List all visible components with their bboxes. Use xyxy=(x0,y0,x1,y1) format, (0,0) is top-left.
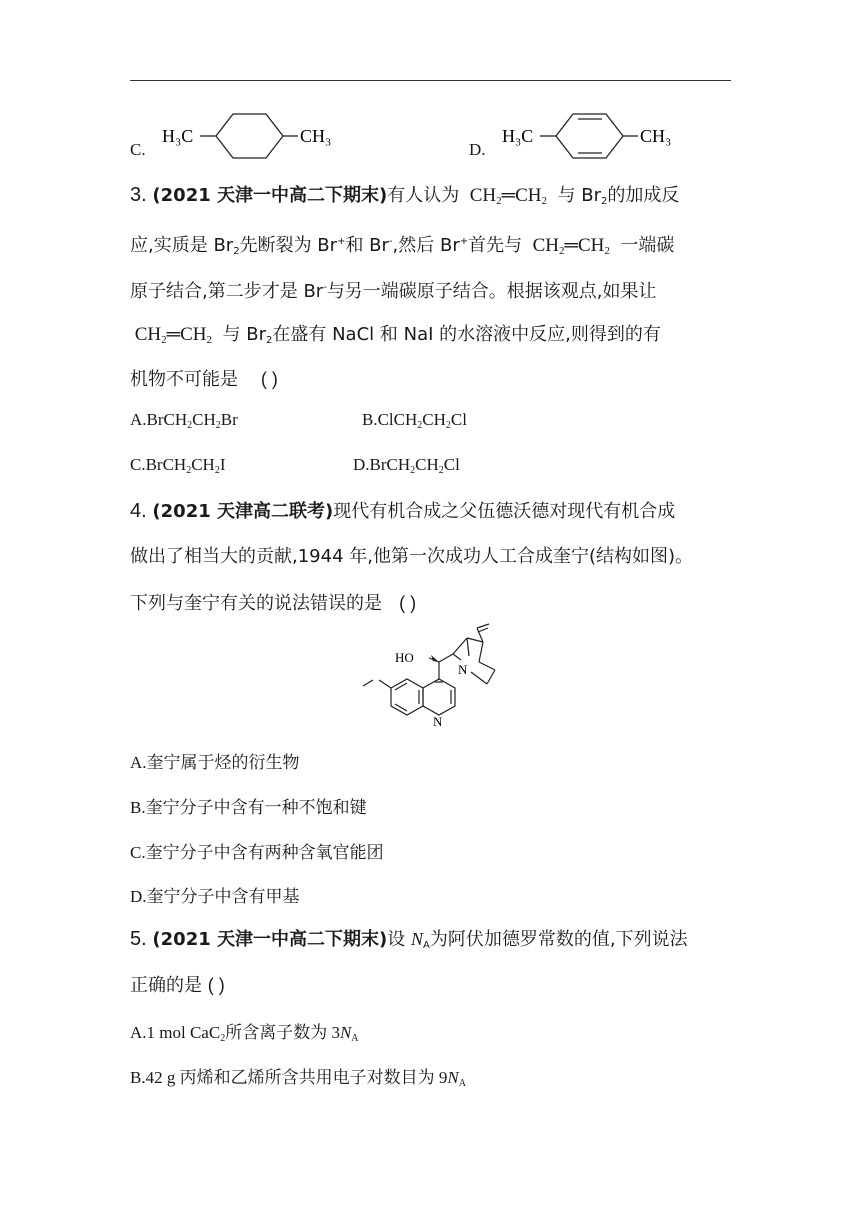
option-c-right-group: CH₃ xyxy=(300,126,332,146)
q3-line-3: 原子结合,第二步才是 Br-与另一端碳原子结合。根据该观点,如果让 xyxy=(130,281,657,302)
q3-number: 3. xyxy=(130,184,147,206)
q3-option-d: $D.BrCH_2CH_2Cl$ xyxy=(353,455,460,476)
q4-line-2: 做出了相当大的贡献,1944 年,他第一次成功人工合成奎宁(结构如图)。 xyxy=(130,546,694,567)
q4-option-b: B.奎宁分子中含有一种不饱和键 xyxy=(130,798,367,817)
header-rule xyxy=(130,80,731,81)
option-d-right-group: CH₃ xyxy=(640,126,672,146)
quinine-structure xyxy=(355,622,515,732)
q3-option-a: $A.BrCH_2CH_2Br$ xyxy=(130,410,238,431)
q4-line-3: 下列与奎宁有关的说法错误的是 ( ) xyxy=(130,593,417,614)
q3-line-2: 应,实质是 $Br_2$先断裂为 Br+和 Br-,然后 Br+首先与 $CH_2═CH_2$ 一端碳 xyxy=(130,235,675,257)
ethylene-formula: $CH_2═CH_2$ xyxy=(532,235,610,257)
q4-source: (2021 天津高二联考) xyxy=(152,501,334,522)
q5-answer-blank: ( ) xyxy=(207,975,225,995)
structure-n-ring: N xyxy=(433,714,443,729)
q3-option-c: $C.BrCH_2CH_2I$ xyxy=(130,455,226,476)
q4-line-1: 4. (2021 天津高二联考)现代有机合成之父伍德沃德对现代有机合成 xyxy=(130,500,676,522)
q5-option-b: B.42 g 丙烯和乙烯所含共用电子对数目为 $9N_A$ xyxy=(130,1068,466,1089)
q5-number: 5. xyxy=(130,928,147,950)
option-c-structure xyxy=(160,108,350,160)
option-c-label: C. xyxy=(130,140,146,159)
q5-line-1: 5. (2021 天津一中高二下期末)设 $N_A$为阿伏加德罗常数的值,下列说法 xyxy=(130,928,688,951)
q3-option-b: $B.ClCH_2CH_2Cl$ xyxy=(362,410,467,431)
option-d-label: D. xyxy=(469,140,486,159)
q4-option-a: A.奎宁属于烃的衍生物 xyxy=(130,753,300,772)
option-d-left-group: H₃C xyxy=(502,126,534,146)
option-c-left-group: H₃C xyxy=(162,126,194,146)
ethylene-formula: $CH_2═CH_2$ xyxy=(469,185,548,207)
q3-line-4: $CH_2═CH_2$ 与 $Br_2$在盛有 NaCl 和 NaI 的水溶液中反应,则得到的有 xyxy=(130,322,661,354)
structure-ho-label: HO xyxy=(395,650,414,665)
structure-n-bridgehead: N xyxy=(458,662,468,677)
q3-line-5: 机物不可能是 ( ) xyxy=(130,369,278,390)
q4-option-c: C.奎宁分子中含有两种含氧官能团 xyxy=(130,843,384,862)
q5-source: (2021 天津一中高二下期末) xyxy=(152,929,388,950)
option-d-structure xyxy=(500,108,690,160)
q4-number: 4. xyxy=(130,500,147,522)
q3-line-1: 3. (2021 天津一中高二下期末)有人认为 $CH_2═CH_2$ 与 $Br_2$的加成反 xyxy=(130,184,680,207)
q5-line-2: 正确的是 ( ) xyxy=(130,975,225,996)
q3-source: (2021 天津一中高二下期末) xyxy=(152,185,388,206)
q3-answer-blank: ( ) xyxy=(260,369,278,389)
ethylene-formula: $CH_2═CH_2$ xyxy=(134,324,213,346)
q4-answer-blank: ( ) xyxy=(399,593,417,613)
q4-option-d: D.奎宁分子中含有甲基 xyxy=(130,887,300,906)
q5-option-a: A.1 mol CaC$_2$所含离子数为 $3N_A$ xyxy=(130,1023,359,1044)
